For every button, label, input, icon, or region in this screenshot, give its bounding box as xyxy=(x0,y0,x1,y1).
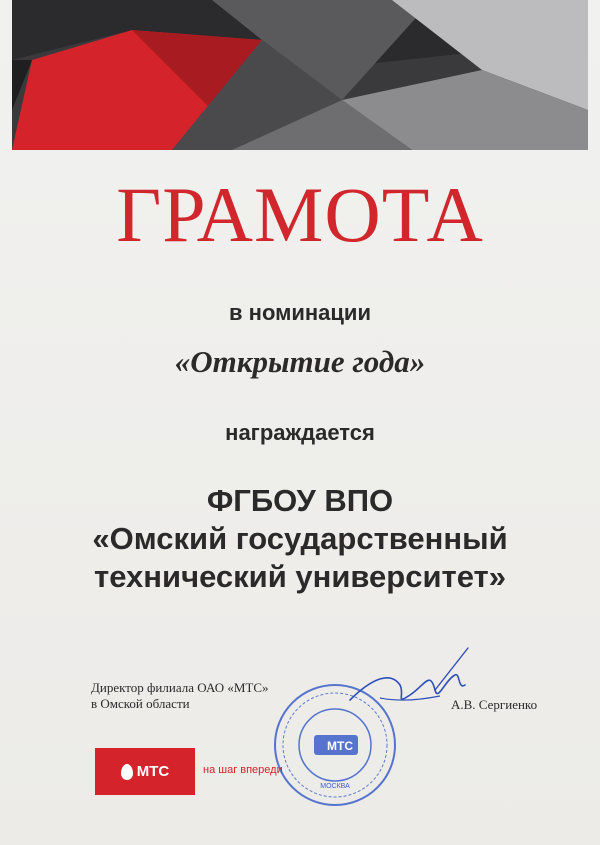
egg-icon xyxy=(121,764,133,780)
org-line-3: технический университет» xyxy=(94,559,506,594)
certificate-title: ГРАМОТА xyxy=(116,171,484,258)
decorative-banner xyxy=(12,0,588,150)
awarded-text: награждается xyxy=(225,420,375,445)
stamp-city-text: МОСКВА xyxy=(320,783,350,790)
nomination-name: «Открытие года» xyxy=(174,344,426,379)
org-line-2: «Омский государственный xyxy=(92,521,508,556)
signatory-name: А.В. Сергиенко xyxy=(451,697,538,712)
signatory-position xyxy=(91,680,269,712)
nomination-intro: в номинации xyxy=(229,300,371,325)
mts-logo xyxy=(95,748,195,795)
logo-text: МТС xyxy=(136,763,170,780)
slogan-text: на шаг впереди xyxy=(203,764,283,776)
org-line-1: ФГБОУ ВПО xyxy=(206,483,394,518)
handwritten-signature xyxy=(340,640,480,730)
stamp-center-text: МТС xyxy=(327,739,353,753)
signatory-position-line-1: Директор филиала ОАО «МТС» xyxy=(91,680,269,695)
signatory-position-line-2: в Омской области xyxy=(91,696,190,711)
awardee-organization xyxy=(0,482,600,596)
